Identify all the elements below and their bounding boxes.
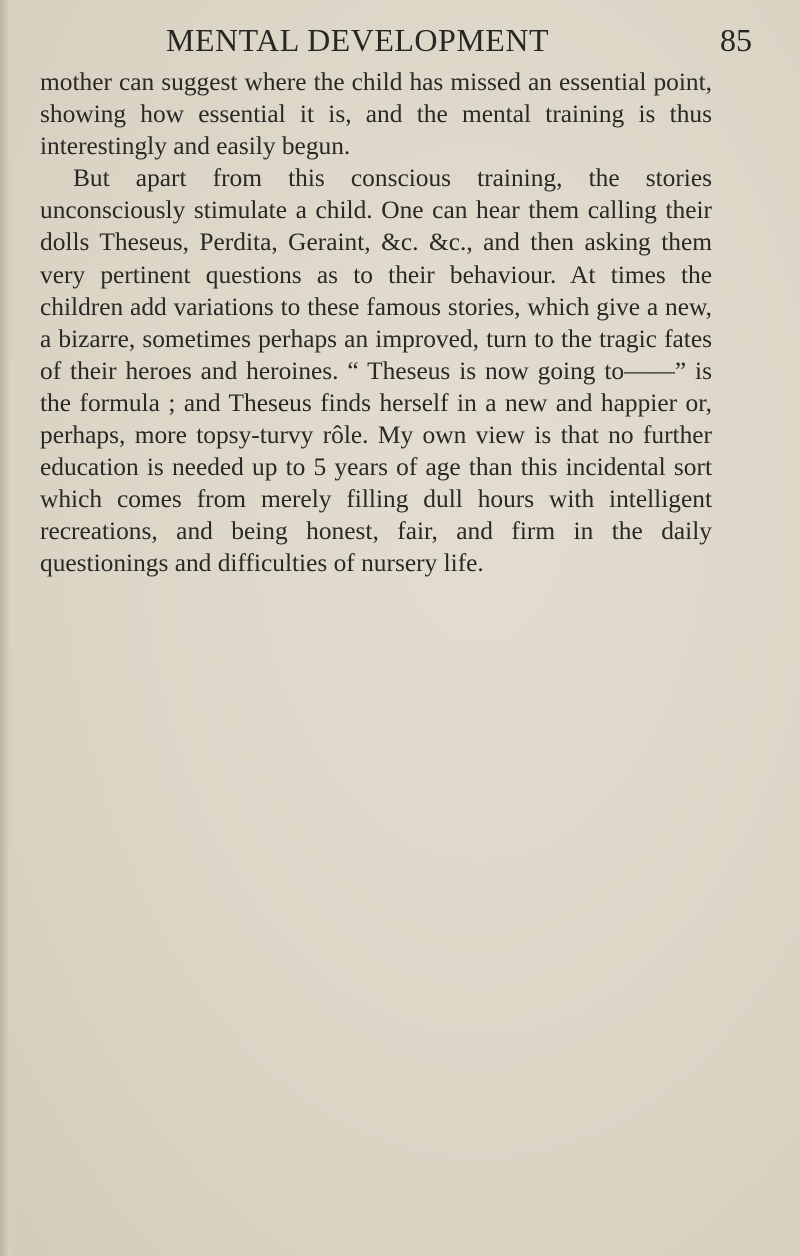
- running-head-title: MENTAL DEVELOPMENT: [166, 22, 549, 58]
- body-text: [40, 66, 712, 580]
- running-head: [40, 22, 792, 64]
- page-number: 85: [720, 22, 752, 58]
- page-gutter-edge: [0, 0, 10, 1256]
- paragraph-continued: mother can suggest where the child has missed an essential point, showing how essential it is, and the mental training is thus interestingly and easily begun.: [40, 68, 712, 161]
- paragraph-stories: But apart from this conscious training, the stories unconsciously stimulate a child. One can hear them calling their dolls Theseus, Perdita, Geraint, &c. &c., and then asking them very pertinent questions as to their behaviour. At times the children add variations to these famous stories, which give a new, a bizarre, sometimes perhaps an improved, turn to the tragic fates of their heroes and heroines. “ Theseus is now going to——” is the formula ; and Theseus finds herself in a new and happier or, perhaps, more topsy-turvy rôle. My own view is that no further education is needed up to 5 years of age than this incidental sort which comes from merely filling dull hours with intelligent recreations, and being honest, fair, and firm in the daily questionings and difficulties of nursery life.: [40, 164, 712, 578]
